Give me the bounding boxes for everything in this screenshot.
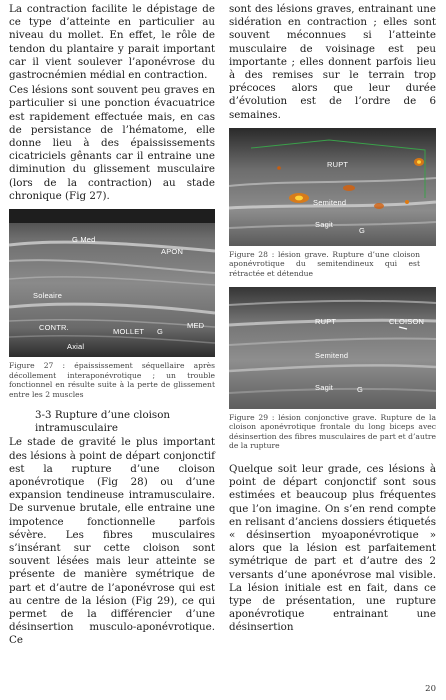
figure-29-caption: Figure 29 : lésion conjonctive grave. Rupture de la cloison aponévrotique frontale du long biceps avec désinsertion des fibres musculaires de part et d’autre de la rupture (229, 412, 437, 451)
label-cloison: CLOISON (389, 316, 425, 326)
left-column (9, 3, 215, 648)
figure-27-caption: Figure 27 : épaississement séquellaire après décollement interaponévrotique ; un trouble fonctionnel en résulte suite à la perte de glissement entre les 2 muscles (9, 361, 215, 399)
paragraph-serious: sont des lésions graves, entrainant une sidération en contraction ; elles sont souvent méconnues si l’atteinte musculaire de voisinage est peu importante ; elles donnent parfois lieu à des remises sur le terrain trop précoces alors que leur durée d’évolution est de l’ordre de 6 semaines. (229, 3, 436, 121)
figure-27 (9, 209, 215, 399)
label-contr: CONTR. (39, 323, 69, 333)
figure-29-image (229, 287, 436, 409)
figure-28-image (229, 128, 436, 246)
paragraph-lesions: Ces lésions sont souvent peu graves en particulier si une ponction évacuatrice est rapidement effectuée mais, en cas de persistance de l’hématome, elle donne lieu à des épaississements cicatriciels gênants car il entraine une diminution du glissement musculaire (lors de la contraction) au stade chronique (Fig 27). (9, 84, 215, 202)
label-g: G (359, 225, 366, 235)
figure-28-caption: Figure 28 : lésion grave. Rupture d’une cloison aponévrotique du semitendineux qui est rétractée et détendue (229, 249, 420, 279)
label-soleaire: Soleaire (33, 291, 63, 301)
paragraph-rupture: Le stade de gravité le plus important des lésions à point de départ conjonctif est la rupture d’une cloison aponévrotique (Fig 28) ou d’une expansion tendineuse intramusculaire. De survenue brutale, elle entraine une impotence fonctionnelle parfois sévère. Les fibres musculaires s’insérant sur cette cloison sont souvent lésées mais leur atteinte se présente de manière symétrique de part et d’autre de l’aponévrose qui est au centre de la lésion (Fig 29), ce qui permet de la différencier d’une désinsertion musculo-aponévrotique. Ce (9, 436, 215, 647)
label-apon: APON (161, 247, 184, 257)
label-med: MED (187, 321, 205, 331)
label-g: G (157, 327, 164, 337)
label-sagit: Sagit (315, 219, 334, 229)
section-heading: 3-3 Rupture d’une cloison intramusculaire (35, 409, 171, 435)
label-g: G (357, 384, 364, 394)
label-rupt: RUPT (315, 316, 337, 326)
label-sagit: Sagit (315, 382, 334, 392)
label-rupt: RUPT (327, 159, 349, 169)
figure-28 (229, 128, 436, 279)
right-column (229, 3, 436, 635)
label-mollet: MOLLET (113, 327, 145, 337)
label-semitend: Semitend (315, 350, 349, 360)
figure-29 (229, 287, 436, 451)
label-axial: Axial (67, 342, 85, 352)
figure-27-image (9, 209, 215, 357)
paragraph-grade: Quelque soit leur grade, ces lésions à point de départ conjonctif sont sous estimées et beaucoup plus fréquentes que l’on imagine. On s’en rend compte en relisant d’anciens dossiers étiquetés « désinsertion myoaponévrotique » alors que la lésion est parfaitement symétrique de part et d’autre des 2 versants d’une aponévrose mal visible. La lésion initiale est en fait, dans ce type de présentation, une rupture aponévrotique entrainant une désinsertion (229, 462, 436, 634)
label-gmed: G Med (72, 235, 96, 245)
paragraph-contraction: La contraction facilite le dépistage de ce type d’atteinte en particulier au niveau du mollet. En effet, le rôle de tendon du plantaire y parait important car il vient soulever l’aponévrose du gastrocnémien médial en contraction. (9, 3, 215, 82)
page-number: 20 (425, 684, 436, 694)
label-semitend: Semitend (313, 197, 347, 207)
